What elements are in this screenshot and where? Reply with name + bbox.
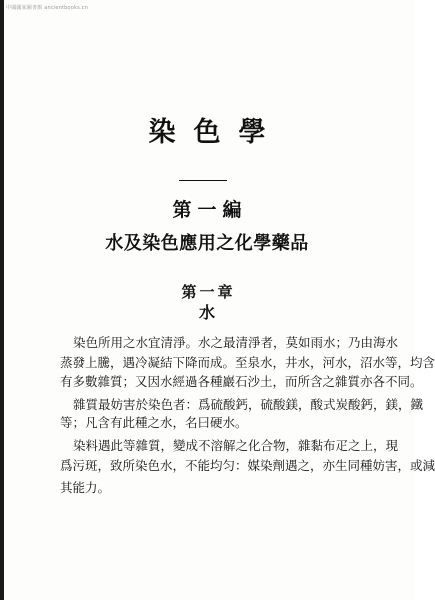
library-watermark: 中國國家圖書館 ancientbooks.cn — [6, 5, 89, 11]
section-title: 水 — [198, 303, 215, 322]
paragraph-line: 等；凡含有此種之水，名曰硬水。 — [60, 415, 248, 430]
paragraph-line: 蒸發上騰，遇冷凝結下降而成。至泉水，井水，河水，沼水等，均含 — [60, 355, 435, 370]
paragraph-line: 染色所用之水宜清淨。水之最清淨者，莫如雨水；乃由海水 — [73, 335, 399, 350]
paragraph-line: 其能力。 — [60, 480, 111, 495]
paragraph-line: 染料遇此等雜質，變成不溶解之化合物，雜黏布疋之上，現 — [73, 438, 399, 453]
paragraph-line: 爲污斑，致所染色水，不能均匀：媒染劑遇之，亦生同種妨害，或減 — [60, 458, 435, 473]
paragraph-line: 有多數雜質；又因水經過各種巖石沙土，而所含之雜質亦各不同。 — [60, 374, 423, 389]
chapter-title: 第一章 — [181, 283, 236, 301]
book-title: 染色學 — [148, 117, 284, 148]
paragraph-line: 雜質最妨害於染色者：爲硫酸鈣，硫酸鎂，酸式炭酸鈣，鎂，鐵 — [73, 397, 424, 412]
part-title: 第一編 — [172, 199, 248, 221]
part-subtitle: 水及染色應用之化學藥品 — [105, 233, 309, 254]
title-divider — [179, 180, 227, 181]
